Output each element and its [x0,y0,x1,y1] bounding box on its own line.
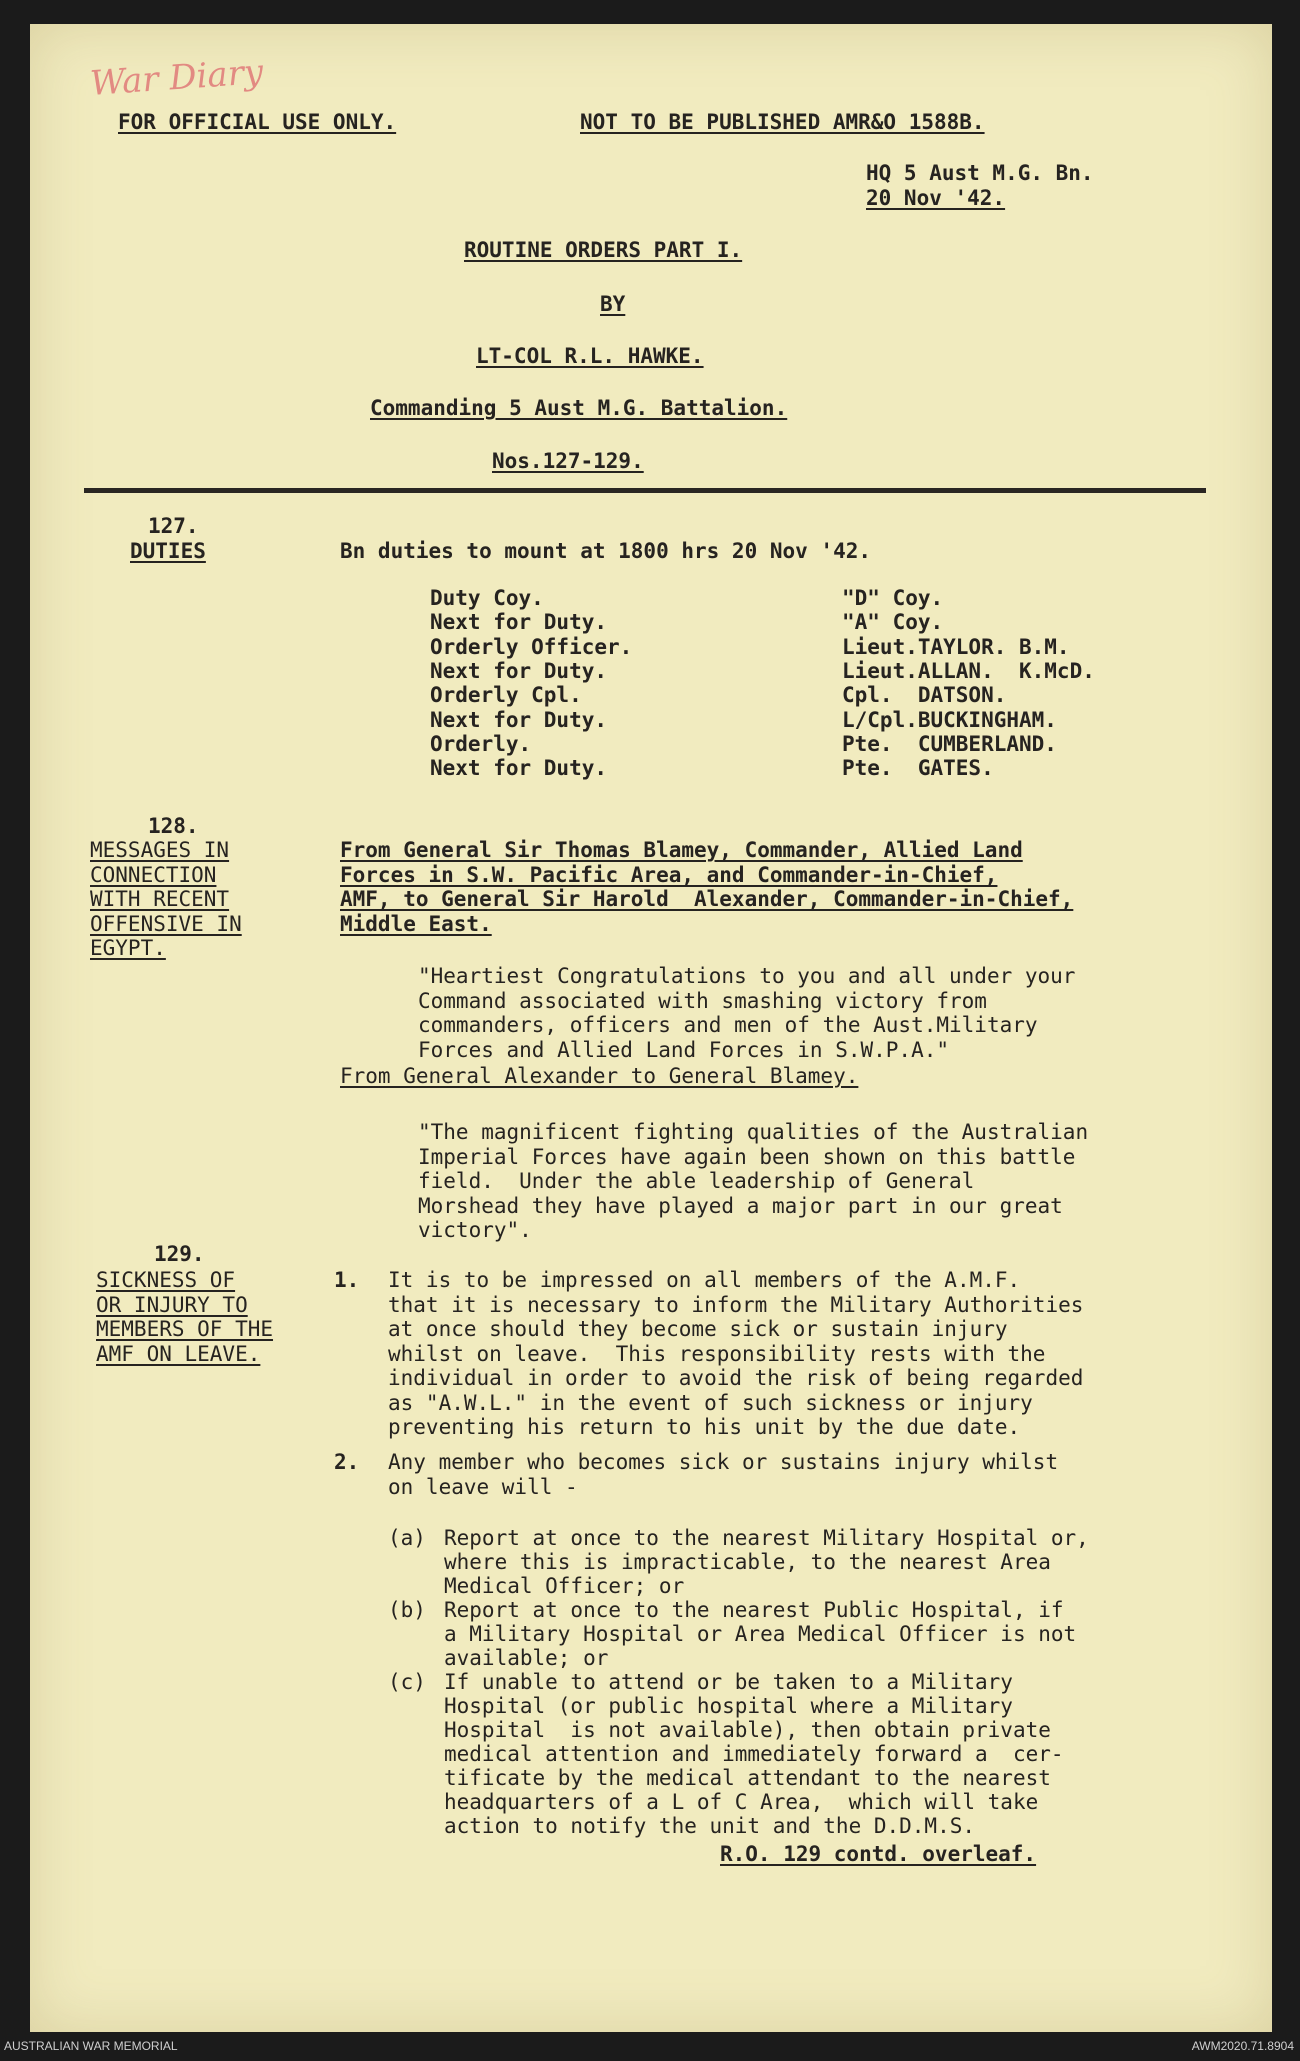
text-line: tificate by the medical attendant to the nearest [444,1766,1051,1790]
text-line: EGYPT. [90,936,166,960]
text-line: Any member who becomes sick or sustains injury whilst [388,1450,1059,1474]
duty-assignee: Lieut.ALLAN. K.McD. [842,658,1095,683]
hq-line: HQ 5 Aust M.G. Bn. [866,161,1094,185]
text-line: AMF ON LEAVE. [96,1341,261,1366]
header-rule [84,488,1206,493]
text-line: available; or [444,1646,609,1670]
footer-reference: AWM2020.71.8904 [1191,2039,1294,2053]
footer-institution: AUSTRALIAN WAR MEMORIAL [4,2039,178,2053]
text-line: Hospital (or public hospital where a Military [444,1694,1013,1718]
title-commanding: Commanding 5 Aust M.G. Battalion. [370,396,788,420]
duty-assignee: Pte. CUMBERLAND. [842,731,1057,756]
duty-role: Duty Coy. [430,586,544,610]
order-127-intro: Bn duties to mount at 1800 hrs 20 Nov '42. [340,539,872,563]
title-order-numbers: Nos.127-129. [492,449,644,473]
text-line: "Heartiest Congratulations to you and all under your [418,964,1076,988]
text-line: MESSAGES IN [90,838,230,862]
handwritten-annotation: War Diary [88,52,265,104]
text-line: CONNECTION [90,862,217,887]
duty-role: Next for Duty. [430,658,608,683]
text-line: field. Under the able leadership of General [418,1169,975,1193]
text-line: Imperial Forces have again been shown on this battle [418,1144,1076,1169]
text-line: "The magnificent fighting qualities of the Australian [418,1120,1089,1144]
duty-role: Next for Duty. [430,707,608,732]
text-line: Hospital is not available), then obtain private [444,1718,1051,1742]
duty-assignee: "D" Coy. [842,586,944,610]
official-use-label: FOR OFFICIAL USE ONLY. [118,110,397,134]
duty-role: Orderly Cpl. [430,683,582,708]
text-line: at once should they become sick or sustain injury [388,1317,1008,1341]
text-line: that it is necessary to inform the Military Authorities [388,1292,1084,1317]
text-line: a Military Hospital or Area Medical Officer is not [444,1622,1077,1646]
title-commander: LT-COL R.L. HAWKE. [476,344,704,368]
document-page [30,24,1272,2032]
duty-assignee: "A" Coy. [842,610,944,635]
text-line: Report at once to the nearest Military Hospital or, [444,1526,1089,1550]
text-line: MEMBERS OF THE [96,1317,274,1341]
duty-assignee: Cpl. DATSON. [842,683,1007,708]
text-line: Forces in S.W. Pacific Area, and Commander-in-Chief, [340,862,998,887]
duty-role: Next for Duty. [430,610,608,635]
text-line: Medical Officer; or [444,1574,685,1598]
sub-a-label: (a) [388,1526,426,1550]
title-routine-orders: ROUTINE ORDERS PART I. [464,238,743,262]
text-line: Morshead they have played a major part in our great [418,1193,1063,1218]
text-line: It is to be impressed on all members of the A.M.F. [388,1268,1021,1292]
duty-role: Orderly. [430,731,532,756]
not-to-be-published-label: NOT TO BE PUBLISHED AMR&O 1588B. [580,110,985,134]
order-129-para2-number: 2. [334,1450,360,1474]
text-line: as "A.W.L." in the event of such sickness or injury [388,1390,1033,1415]
text-line: OR INJURY TO [96,1292,248,1317]
text-line: Middle East. [340,911,492,936]
text-line: OFFENSIVE IN [90,911,242,936]
sub-c-label: (c) [388,1670,426,1694]
text-line: medical attention and immediately forward a cer- [444,1742,1064,1766]
text-line: WITH RECENT [90,887,230,911]
text-line: on leave will - [388,1474,578,1499]
text-line: preventing his return to his unit by the due date. [388,1415,1021,1439]
text-line: Command associated with smashing victory from [418,988,987,1013]
order-127-number: 127. [148,514,199,538]
continued-overleaf: R.O. 129 contd. overleaf. [720,1842,1037,1866]
order-128-number: 128. [148,814,199,838]
duty-role: Next for Duty. [430,756,608,781]
title-by: BY [600,292,626,316]
text-line: action to notify the unit and the D.D.M.S. [444,1814,976,1838]
duty-assignee: Lieut.TAYLOR. B.M. [842,634,1070,659]
text-line: individual in order to avoid the risk of being regarded [388,1366,1084,1390]
text-line: SICKNESS OF [96,1268,236,1292]
text-line: AMF, to General Sir Harold Alexander, Commander-in-Chief, [340,887,1074,911]
order-128-from-alexander: From General Alexander to General Blamey. [340,1064,859,1088]
text-line: Report at once to the nearest Public Hospital, if [444,1598,1064,1622]
order-129-number: 129. [154,1242,205,1266]
text-line: commanders, officers and men of the Aust.Military [418,1013,1038,1037]
date-line: 20 Nov '42. [866,186,1006,210]
text-line: Forces and Allied Land Forces in S.W.P.A." [418,1037,950,1062]
text-line: whilst on leave. This responsibility rests with the [388,1341,1046,1366]
order-129-para1-number: 1. [334,1268,360,1292]
duty-assignee: L/Cpl.BUCKINGHAM. [842,707,1057,732]
text-line: headquarters of a L of C Area, which will take [444,1790,1039,1814]
duty-role: Orderly Officer. [430,634,633,659]
duty-assignee: Pte. GATES. [842,756,994,781]
text-line: victory". [418,1218,532,1242]
text-line: where this is impracticable, to the nearest Area [444,1550,1051,1574]
order-127-heading: DUTIES [130,539,206,563]
text-line: From General Sir Thomas Blamey, Commander, Allied Land [340,838,1023,862]
sub-b-label: (b) [388,1598,426,1622]
text-line: If unable to attend or be taken to a Military [444,1670,1013,1694]
